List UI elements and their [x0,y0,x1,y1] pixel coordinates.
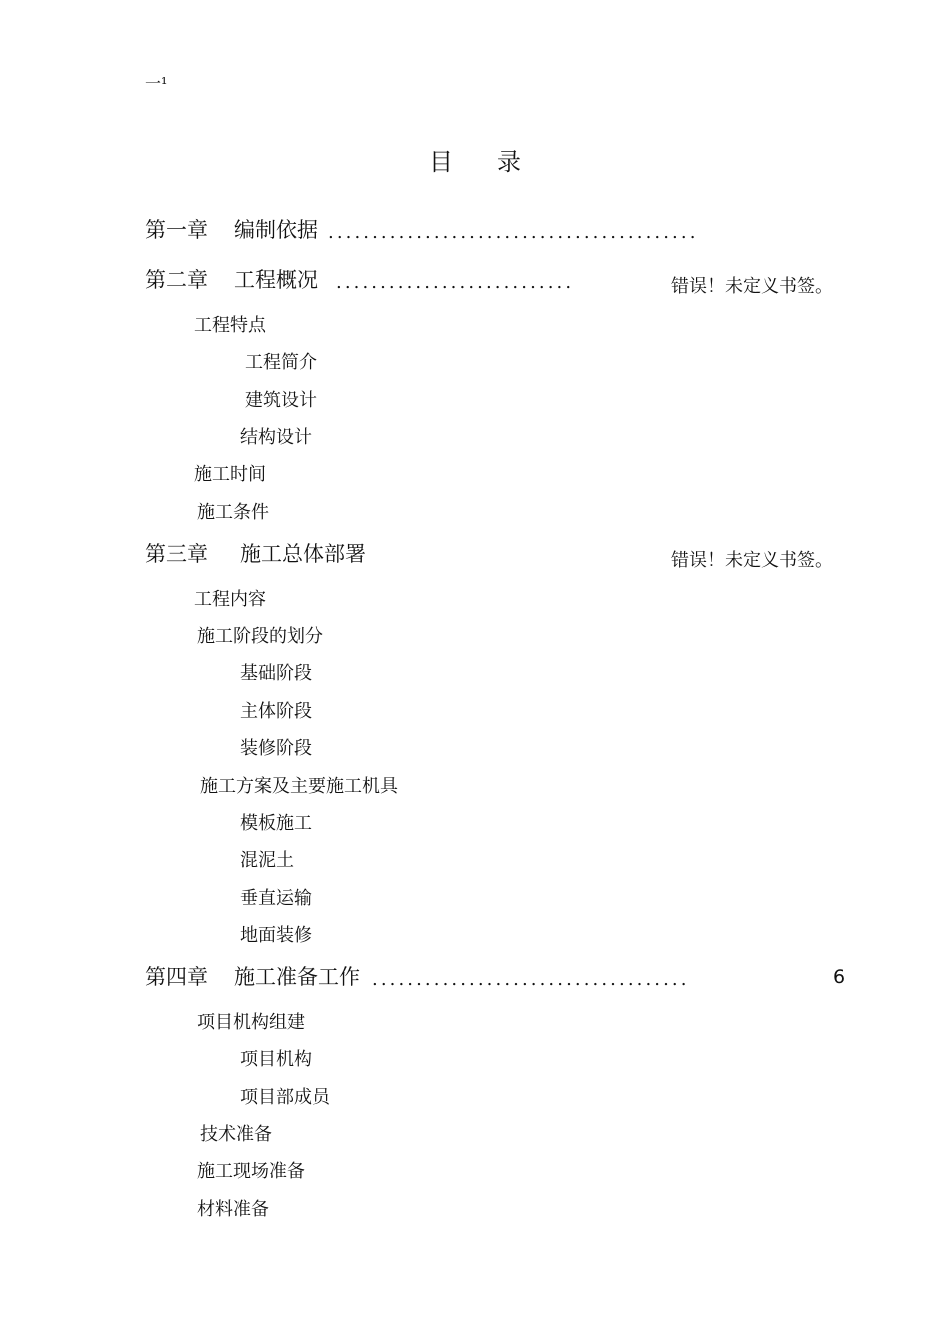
toc-chapter-3[interactable] [145,541,366,567]
toc-entry[interactable]: 技术准备 [200,1124,272,1145]
toc-title: 目录 [429,148,565,176]
chapter-number: 第三章 [145,542,208,566]
page-reference-error: 错误！未定义书签。 [671,550,833,571]
chapter-title: 工程概况 [234,268,318,292]
chapter-number: 第二章 [145,268,208,292]
toc-entry[interactable]: 施工阶段的划分 [197,626,323,647]
toc-entry[interactable]: 施工时间 [194,464,266,485]
toc-entry[interactable]: 基础阶段 [240,663,312,684]
page-reference-error: 错误！未定义书签。 [671,276,833,297]
toc-entry[interactable]: 工程简介 [245,352,317,373]
toc-entry[interactable]: 施工现场准备 [197,1161,305,1182]
toc-entry[interactable]: 结构设计 [240,427,312,448]
chapter-title: 施工总体部署 [240,542,366,566]
toc-chapter-2[interactable] [145,267,318,293]
chapter-number: 第四章 [145,965,208,989]
toc-entry[interactable]: 工程特点 [194,315,266,336]
toc-entry[interactable]: 地面装修 [240,925,312,946]
toc-chapter-1[interactable] [145,217,318,243]
page-number: 6 [833,966,846,988]
toc-entry[interactable]: 模板施工 [240,813,312,834]
dot-leader: ........................... [336,272,575,293]
toc-entry[interactable]: 项目机构组建 [197,1012,305,1033]
dot-leader: .......................................... [328,222,699,243]
chapter-number: 第一章 [145,218,208,242]
toc-entry[interactable]: 材料准备 [197,1199,269,1220]
toc-entry[interactable]: 工程内容 [194,589,266,610]
toc-entry[interactable]: 项目机构 [240,1049,312,1070]
toc-entry[interactable]: 项目部成员 [240,1087,330,1108]
toc-entry[interactable]: 建筑设计 [245,390,317,411]
toc-entry[interactable]: 装修阶段 [240,738,312,759]
chapter-title: 编制依据 [234,218,318,242]
toc-entry[interactable]: 施工方案及主要施工机具 [200,776,398,797]
toc-entry[interactable]: 垂直运输 [240,888,312,909]
toc-entry[interactable]: 施工条件 [197,502,269,523]
toc-chapter-4[interactable] [145,964,360,990]
header-mark: 一¹ [145,74,168,93]
toc-entry[interactable]: 主体阶段 [240,701,312,722]
chapter-title: 施工准备工作 [234,965,360,989]
dot-leader: .................................... [372,969,690,990]
toc-entry[interactable]: 混泥土 [240,850,294,871]
